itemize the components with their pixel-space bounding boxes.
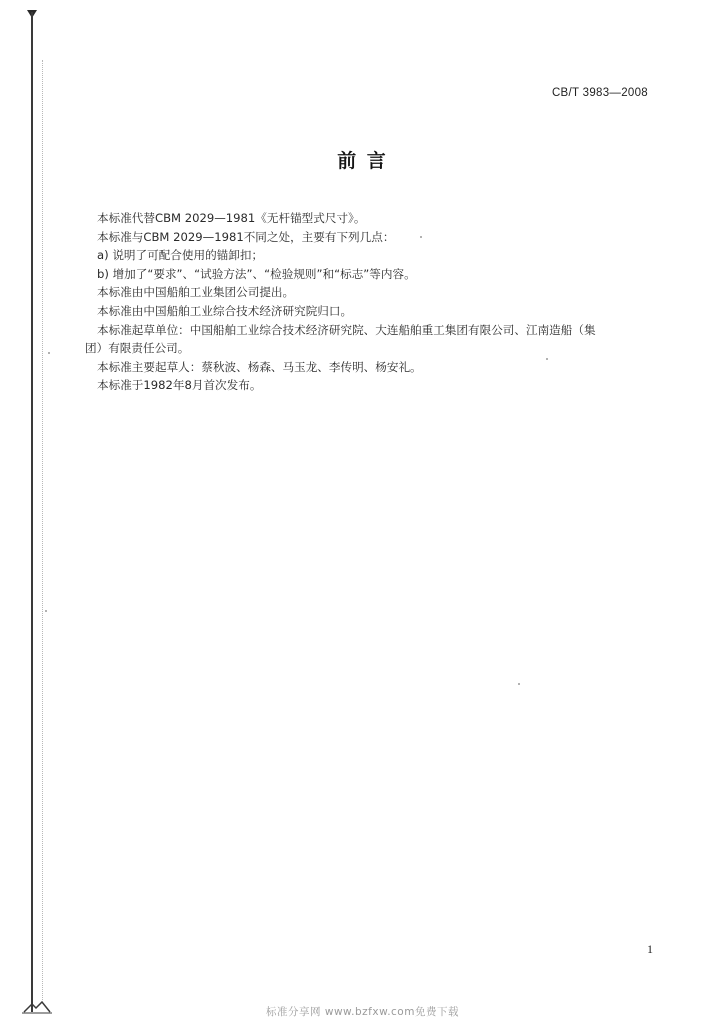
paragraph-differences: 本标准与CBM 2029—1981不同之处，主要有下列几点： bbox=[97, 229, 395, 244]
paragraph-replaces: 本标准代替CBM 2029—1981《无杆锚型式尺寸》。 bbox=[97, 211, 366, 225]
paragraph-drafting-units: 本标准起草单位：中国船舶工业综合技术经济研究院、大连船舶重工集团有限公司、江南造船（集 bbox=[97, 322, 596, 337]
watermark-text: 标准分享网 www.bzfxw.com免费下载 bbox=[266, 1006, 459, 1018]
paragraph-centralized-by: 本标准由中国船舶工业综合技术经济研究院归口。 bbox=[97, 303, 353, 318]
scan-speck bbox=[546, 358, 548, 360]
scan-speck bbox=[420, 236, 422, 238]
list-item-a: a) 说明了可配合使用的锚卸扣； bbox=[97, 248, 264, 263]
paragraph-proposed-by: 本标准由中国船舶工业集团公司提出。 bbox=[97, 285, 295, 300]
paragraph-drafters: 本标准主要起草人：蔡秋波、杨森、马玉龙、李传明、杨安礼。 bbox=[97, 359, 422, 374]
page-number: 1 bbox=[647, 942, 653, 956]
foreword-body bbox=[85, 209, 667, 395]
list-item-b: b) 增加了“要求”、“试验方法”、“检验规则”和“标志”等内容。 bbox=[97, 266, 416, 281]
scan-speck bbox=[45, 610, 47, 612]
scan-speck bbox=[518, 683, 520, 685]
paragraph-first-issued: 本标准于1982年8月首次发布。 bbox=[97, 378, 262, 393]
standard-number: CB/T 3983—2008 bbox=[551, 87, 648, 99]
paragraph-drafting-units-cont: 团）有限责任公司。 bbox=[85, 341, 190, 356]
page-title: 前 言 bbox=[337, 150, 388, 172]
scan-dotted-edge bbox=[42, 60, 44, 1000]
scan-speck bbox=[48, 352, 50, 354]
